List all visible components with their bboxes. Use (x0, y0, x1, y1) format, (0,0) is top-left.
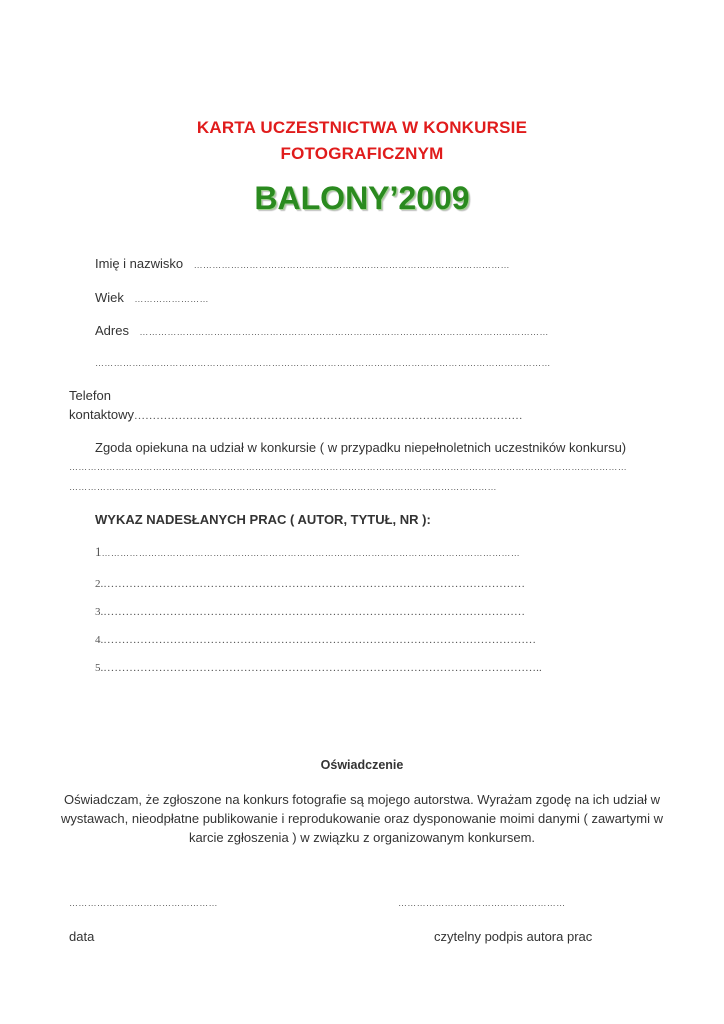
name-label: Imię i nazwisko (95, 256, 184, 271)
phone-field[interactable] (69, 406, 523, 424)
signature-label: czytelny podpis autora prac (434, 929, 593, 944)
work-item-2[interactable] (95, 574, 525, 592)
phone-label-line1: Telefon (69, 388, 111, 403)
age-label: Wiek (95, 290, 124, 305)
work-item-dots: ……………………………………………………………………………………………………… (103, 634, 537, 646)
work-item-number: 3. (95, 606, 104, 618)
work-item-1[interactable] (95, 543, 520, 561)
work-item-number: 4. (95, 634, 104, 646)
work-item-dots: ……………………………………………………………………………………………………….. (103, 662, 542, 674)
work-item-3[interactable] (95, 602, 525, 620)
work-item-dots: ……………………………………………………………………………………………………………………… (101, 548, 520, 558)
age-field[interactable] (95, 289, 209, 307)
age-dots: …………………… (134, 294, 209, 304)
form-title-line1: KARTA UCZESTNICTWA W KONKURSIE (196, 118, 528, 137)
form-title-line2: FOTOGRAFICZNYM (280, 144, 444, 163)
date-line[interactable]: ………………………………………… (69, 898, 218, 908)
work-item-dots: …………………………………………………………………………………………………… (103, 578, 526, 590)
work-item-number: 1 (95, 544, 102, 559)
declaration-body: Oświadczam, że zgłoszone na konkurs fotografie są mojego autorstwa. Wyrażam zgodę na ich udział w wystawach, nieodpłatne publikowanie i reprodukowanie oraz dysponowanie moimi danymi ( zawartymi w karcie zgłoszenia ) w związku z organizowanym konkursem. (61, 792, 663, 845)
work-item-4[interactable] (95, 630, 536, 648)
signature-line[interactable]: ……………………………………………… (398, 898, 566, 908)
works-list-heading: WYKAZ NADESŁANYCH PRAC ( AUTOR, TYTUŁ, NR ): (95, 512, 431, 527)
event-title: BALONY’2009 (254, 180, 470, 216)
name-field[interactable] (95, 255, 510, 273)
phone-dots: …………………………………………………………………………………………… (134, 410, 523, 422)
consent-line-2[interactable]: ………………………………………………………………………………………………………………………… (69, 482, 497, 492)
address-dots: …………………………………………………………………………………………………………………… (139, 327, 549, 337)
consent-line-1[interactable]: ……………………………………………………………………………………………………………………………………………………………… (69, 462, 627, 472)
declaration-title: Oświadczenie (320, 758, 404, 772)
name-dots: ………………………………………………………………………………………… (193, 260, 510, 270)
address-field[interactable] (95, 322, 549, 340)
work-item-dots: …………………………………………………………………………………………………… (103, 606, 526, 618)
guardian-consent-text: Zgoda opiekuna na udział w konkursie ( w przypadku niepełnoletnich uczestników konkursu) (95, 440, 627, 455)
work-item-5[interactable] (95, 658, 542, 676)
phone-label-line2: kontaktowy (69, 407, 135, 422)
date-label: data (69, 929, 95, 944)
work-item-number: 2. (95, 578, 104, 590)
address-label: Adres (95, 323, 129, 338)
address-line2[interactable]: ………………………………………………………………………………………………………………………………… (95, 358, 551, 368)
work-item-number: 5. (95, 662, 104, 674)
